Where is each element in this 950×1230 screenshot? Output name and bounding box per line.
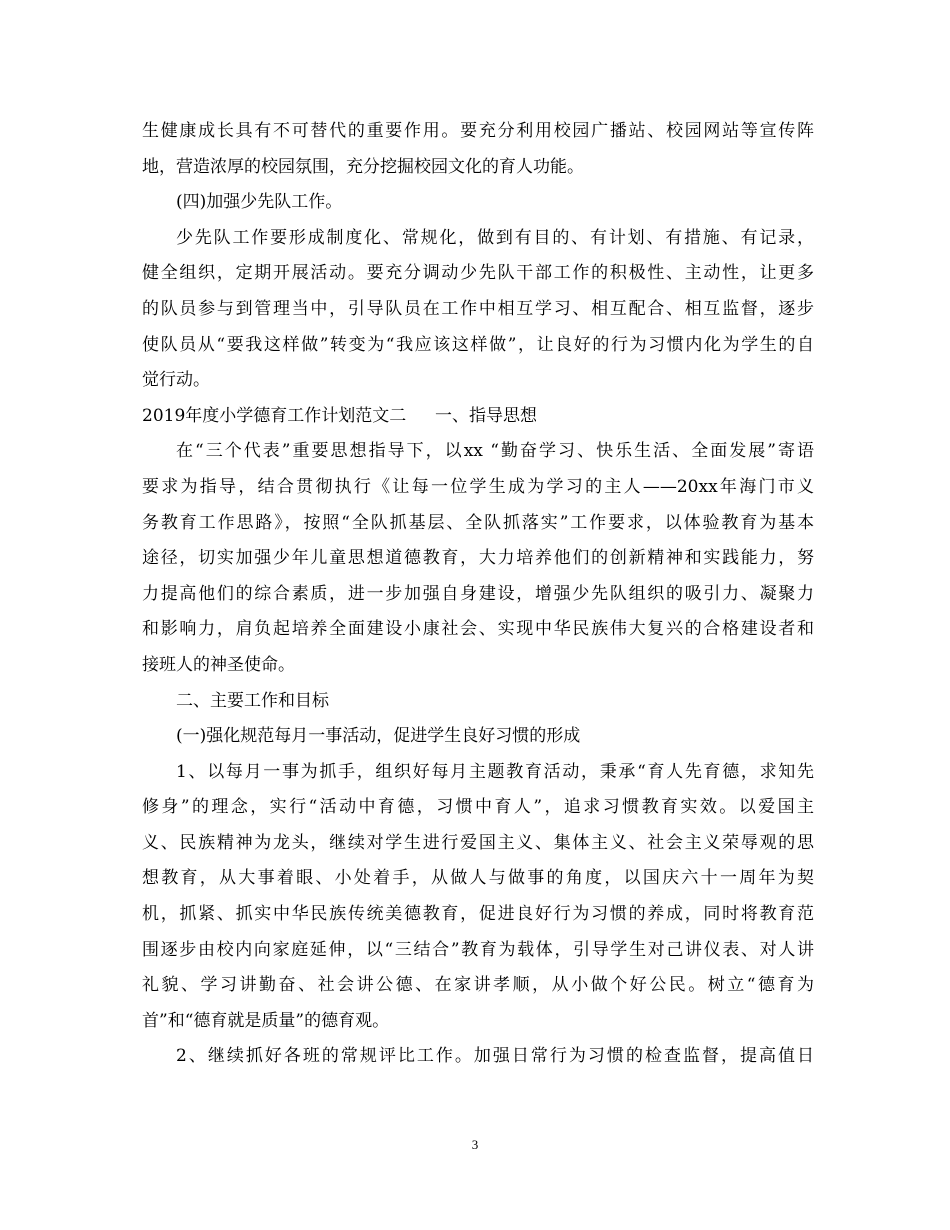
text-line: 想教育，从大事着眼、小处着手，从做人与做事的角度，以国庆六十一周年为契	[142, 868, 814, 889]
text-line: 1、以每月一事为抓手，组织好每月主题教育活动，秉承“育人先育德，求知先	[176, 761, 814, 782]
text-line: 地，营造浓厚的校园氛围，充分挖掘校园文化的育人功能。	[142, 156, 584, 177]
text-line: (四)加强少先队工作。	[176, 192, 343, 213]
text-line: 接班人的神圣使命。	[142, 654, 295, 675]
page-number: 3	[471, 1137, 479, 1152]
text-line: 义、民族精神为龙头，继续对学生进行爱国主义、集体主义、社会主义荣辱观的思	[142, 832, 814, 853]
text-line: 首”和“德育就是质量”的德育观。	[142, 1010, 390, 1031]
text-line: 生健康成长具有不可替代的重要作用。要充分利用校园广播站、校园网站等宣传阵	[142, 121, 814, 141]
paragraph-block-1	[142, 114, 814, 399]
text-line: 务教育工作思路》，按照“全队抓基层、全队抓落实”工作要求，以体验教育为基本	[142, 512, 814, 533]
text-line: 觉行动。	[142, 370, 210, 391]
document-heading-line	[142, 399, 814, 435]
document-title: 2019年度小学德育工作计划范文二	[142, 405, 407, 426]
text-line: 少先队工作要形成制度化、常规化，做到有目的、有计划、有措施、有记录，	[176, 227, 814, 248]
text-line: 力提高他们的综合素质，进一步加强自身建设，增强少先队组织的吸引力、凝聚力	[142, 583, 814, 604]
text-line: 机，抓紧、抓实中华民族传统美德教育，促进良好行为习惯的养成，同时将教育范	[142, 904, 814, 925]
text-line: 围逐步由校内向家庭延伸，以“三结合”教育为载体，引导学生对己讲仪表、对人讲	[142, 939, 814, 960]
text-line: 的队员参与到管理当中，引导队员在工作中相互学习、相互配合、相互监督，逐步	[142, 298, 814, 319]
section-heading: 一、指导思想	[435, 405, 537, 426]
document-body	[142, 114, 814, 1075]
text-line: 在“三个代表”重要思想指导下，以xx “勤奋学习、快乐生活、全面发展”寄语	[176, 441, 814, 462]
text-line: 健全组织，定期开展活动。要充分调动少先队干部工作的积极性、主动性，让更多	[142, 263, 814, 284]
paragraph-block-2	[142, 434, 814, 1075]
text-line: 礼貌、学习讲勤奋、社会讲公德、在家讲孝顺，从小做个好公民。树立“德育为	[142, 975, 814, 996]
text-line: 和影响力，肩负起培养全面建设小康社会、实现中华民族伟大复兴的合格建设者和	[142, 619, 814, 640]
text-line: (一)强化规范每月一事活动，促进学生良好习惯的形成	[176, 726, 581, 747]
text-line: 2、继续抓好各班的常规评比工作。加强日常行为习惯的检查监督，提高值日	[176, 1046, 814, 1067]
text-line: 修身”的理念，实行“活动中育德，习惯中育人”，追求习惯教育实效。以爱国主	[142, 797, 814, 818]
text-line: 二、主要工作和目标	[176, 690, 329, 711]
text-line: 要求为指导，结合贯彻执行《让每一位学生成为学习的主人——20xx年海门市义	[142, 476, 814, 497]
text-line: 使队员从“要我这样做”转变为“我应该这样做”，让良好的行为习惯内化为学生的自	[142, 334, 814, 355]
text-line: 途径，切实加强少年儿童思想道德教育，大力培养他们的创新精神和实践能力，努	[142, 548, 814, 569]
